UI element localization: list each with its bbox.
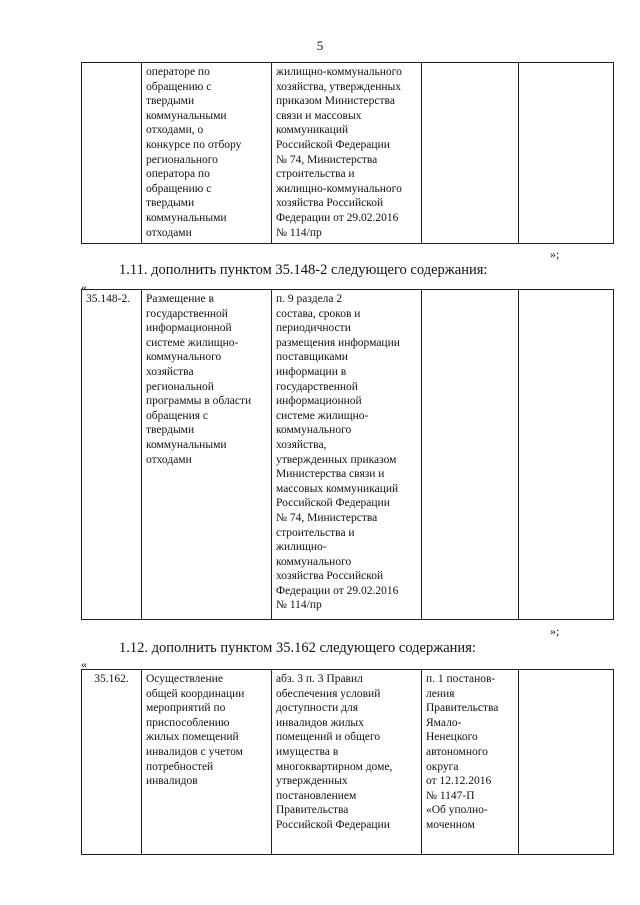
table-cell-regional-act (422, 290, 519, 620)
table-35-148-2 (81, 289, 614, 620)
page-number: 5 (316, 38, 324, 53)
table-row (82, 63, 614, 244)
paragraph-1-12: 1.12. дополнить пунктом 35.162 следующего содержания: (119, 640, 476, 656)
table-cell-note (519, 290, 614, 620)
table-cell-number (82, 63, 142, 244)
closing-quote: »; (550, 624, 560, 638)
table-cell-regional-act: п. 1 постанов- ления Правительства Ямало- Ненецкого автономного округа от 12.12.2016 № 1147-П «Об уполно- моченном (422, 670, 519, 855)
table-cell-note (519, 63, 614, 244)
paragraph-1-11: 1.11. дополнить пунктом 35.148-2 следующего содержания: (119, 262, 488, 278)
table-cell-number: 35.162. (82, 670, 142, 855)
table-cell-basis: п. 9 раздела 2 состава, сроков и периодичности размещения информации поставщиками информации в государственной информационной системе жилищно- коммунального хозяйства, утвержденных приказом Министерства связи и массовых коммуникаций Российской Федерации № 74, Министерства строительства и жилищно- коммунального хозяйства Российской Федерации от 29.02.2016 № 114/пр (272, 290, 422, 620)
table-cell-description: Осуществление общей координации мероприятий по приспособлению жилых помещений инвалидов с учетом потребностей инвалидов (142, 670, 272, 855)
table-continuation (81, 62, 614, 244)
table-cell-number: 35.148-2. (82, 290, 142, 620)
table-cell-basis: жилищно-коммунального хозяйства, утвержденных приказом Министерства связи и массовых коммуникаций Российской Федерации № 74, Министерства строительства и жилищно-коммунального хозяйства Российской Федерации от 29.02.2016 № 114/пр (272, 63, 422, 244)
table-35-162 (81, 669, 614, 855)
opening-quote: « (81, 280, 87, 294)
closing-quote: »; (550, 247, 560, 261)
table-cell-description: Размещение в государственной информационной системе жилищно- коммунального хозяйства региональной программы в области обращения с твердыми коммунальными отходами (142, 290, 272, 620)
opening-quote: « (81, 657, 87, 671)
table-cell-basis: абз. 3 п. 3 Правил обеспечения условий доступности для инвалидов жилых помещений и общего имущества в многоквартирном доме, утвержденных постановлением Правительства Российской Федерации (272, 670, 422, 855)
table-row (82, 670, 614, 855)
table-cell-regional-act (422, 63, 519, 244)
table-row (82, 290, 614, 620)
table-cell-description: операторе по обращению с твердыми коммунальными отходами, о конкурсе по отбору регионального оператора по обращению с твердыми коммунальными отходами (142, 63, 272, 244)
table-cell-note (519, 670, 614, 855)
